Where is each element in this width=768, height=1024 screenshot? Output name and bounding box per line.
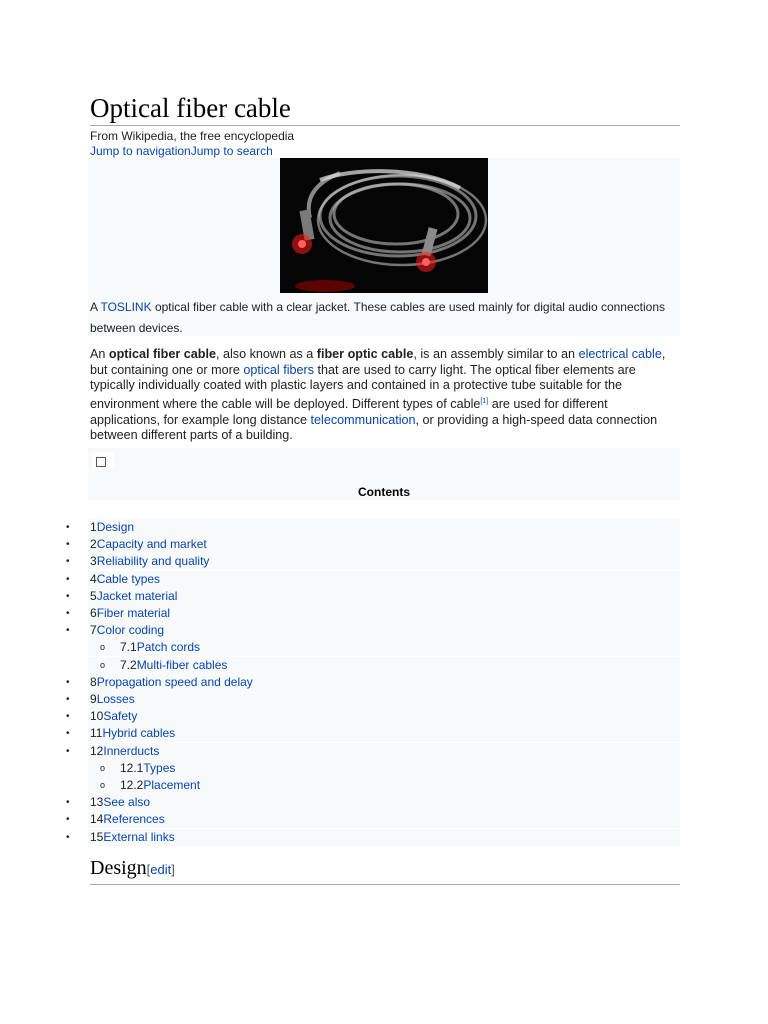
- bullet-icon: •: [66, 608, 70, 619]
- bullet-icon: •: [66, 728, 70, 739]
- toc-number: 7.1: [120, 640, 137, 654]
- citation-ref[interactable]: [1]: [480, 397, 489, 405]
- toc-entry: [90, 708, 137, 725]
- jump-to-search-link[interactable]: Jump to search: [190, 144, 273, 158]
- toc-number: 9: [90, 692, 97, 706]
- toc-link[interactable]: External links: [103, 830, 175, 844]
- toc-link[interactable]: Capacity and market: [96, 537, 207, 551]
- toc-number: 15: [90, 830, 104, 844]
- text-run: , is an assembly similar to an: [413, 347, 579, 361]
- section-heading-text: Design: [90, 857, 147, 879]
- inline-link[interactable]: electrical cable: [578, 347, 662, 361]
- site-tagline: From Wikipedia, the free encyclopedia: [90, 129, 295, 143]
- toc-toggle[interactable]: [92, 452, 114, 470]
- toc-link[interactable]: Jacket material: [96, 589, 178, 603]
- toc-subitem: [88, 760, 680, 777]
- toc-link[interactable]: Design: [96, 520, 135, 534]
- section-heading-design: [90, 856, 680, 885]
- toc-entry: [120, 639, 200, 656]
- text-run: A: [90, 300, 101, 314]
- toc-link[interactable]: References: [103, 812, 165, 826]
- toc-link[interactable]: Reliability and quality: [96, 554, 210, 568]
- toc-number: 1: [90, 520, 97, 534]
- toc-link[interactable]: Safety: [103, 709, 138, 723]
- inline-link[interactable]: optical fibers: [243, 362, 315, 377]
- text-run: are used for different applications, for example long distance: [90, 396, 608, 427]
- bullet-icon: •: [66, 677, 70, 688]
- edit-section: [147, 862, 175, 877]
- text-run: , or providing a high-speed data connection between different parts of a building.: [90, 412, 658, 443]
- edit-bracket-close: ]: [171, 862, 175, 877]
- bullet-icon: •: [66, 539, 70, 550]
- toc-link[interactable]: Color coding: [96, 623, 165, 637]
- toc-number: 4: [90, 572, 97, 586]
- toc-link[interactable]: Losses: [96, 692, 135, 706]
- bullet-icon: •: [66, 522, 70, 533]
- toc-number: 7: [90, 623, 97, 637]
- toc-number: 2: [90, 537, 97, 551]
- checkbox-icon: [96, 457, 106, 467]
- toc-link[interactable]: Multi-fiber cables: [136, 658, 228, 672]
- toc-item: [66, 553, 680, 570]
- toc-item: [66, 829, 680, 846]
- toc-item: [66, 588, 680, 605]
- text-run: , also known as a: [215, 347, 317, 361]
- text-run: An: [90, 347, 109, 361]
- bullet-icon: •: [66, 832, 70, 843]
- figure-caption: [90, 297, 678, 339]
- bullet-icon: •: [66, 694, 70, 705]
- bullet-icon: •: [66, 746, 70, 757]
- toc-number: 11: [90, 726, 103, 740]
- toc-entry: [90, 743, 159, 760]
- toc-number: 12.2: [120, 778, 144, 792]
- toc-number: 5: [90, 589, 97, 603]
- toc-entry: [90, 725, 175, 742]
- toc-header: [88, 448, 680, 500]
- bullet-icon: •: [66, 797, 70, 808]
- jump-links: [90, 144, 273, 158]
- toc-entry: [90, 571, 160, 588]
- toc-number: 8: [90, 675, 97, 689]
- toc-item: [66, 691, 680, 708]
- toc-number: 7.2: [120, 658, 137, 672]
- toc-entry: [90, 605, 170, 622]
- toc-item: [66, 708, 680, 725]
- bullet-icon: •: [66, 591, 70, 602]
- edit-bracket-open: [: [146, 862, 151, 877]
- circle-bullet-icon: o: [100, 763, 106, 773]
- toc-entry: [120, 777, 200, 794]
- toc-item: [66, 571, 680, 588]
- toc-link[interactable]: Hybrid cables: [102, 726, 176, 740]
- toc-link[interactable]: Patch cords: [136, 640, 201, 654]
- bullet-icon: •: [66, 711, 70, 722]
- toc-number: 3: [90, 554, 97, 568]
- toc-number: 6: [90, 606, 97, 620]
- toc-item: [66, 811, 680, 828]
- intro-paragraph: [90, 347, 680, 444]
- circle-bullet-icon: o: [100, 660, 106, 670]
- toc-entry: [90, 553, 209, 570]
- toc-entry: [90, 794, 150, 811]
- toc-link[interactable]: See also: [103, 795, 151, 809]
- toc-entry: [90, 536, 207, 553]
- toc-number: 10: [90, 709, 104, 723]
- toc-entry: [90, 674, 253, 691]
- inline-link[interactable]: telecommunication: [310, 412, 416, 427]
- circle-bullet-icon: o: [100, 780, 106, 790]
- toc-item: [66, 605, 680, 622]
- toc-entry: [90, 588, 177, 605]
- toc-number: 12: [90, 744, 104, 758]
- toc-entry: [120, 657, 227, 674]
- toc-link[interactable]: Types: [143, 761, 176, 775]
- text-run: optical fiber cable with a clear jacket. These cables are used mainly for digital audio connections between devices.: [90, 300, 666, 335]
- toc-link[interactable]: Fiber material: [96, 606, 171, 620]
- bold-term: fiber optic cable: [316, 347, 414, 361]
- toc-entry: [90, 691, 135, 708]
- toc-entry: [90, 622, 164, 639]
- edit-section-link[interactable]: edit: [150, 862, 172, 877]
- toc-link[interactable]: Innerducts: [103, 744, 160, 758]
- fiber-cable-illustration: [280, 158, 488, 293]
- toc-item: [66, 622, 680, 639]
- toc-link[interactable]: Propagation speed and delay: [96, 675, 253, 689]
- page-title: Optical fiber cable: [90, 92, 680, 126]
- toc-title: Contents: [358, 485, 410, 499]
- toc-subitem: [88, 657, 680, 674]
- toc-item: [66, 725, 680, 742]
- fiber-cable-photo[interactable]: [280, 158, 488, 293]
- figure-box: [88, 158, 680, 336]
- toc-link[interactable]: Placement: [143, 778, 201, 792]
- toc-item: [66, 536, 680, 553]
- jump-to-navigation-link[interactable]: Jump to navigation: [90, 144, 191, 158]
- toc-number: 12.1: [120, 761, 144, 775]
- toc-item: [66, 519, 680, 536]
- toc-item: [66, 794, 680, 811]
- bullet-icon: •: [66, 814, 70, 825]
- toc-subitem: [88, 777, 680, 794]
- text-run: , but containing one or more: [90, 347, 666, 377]
- toc-entry: [90, 519, 134, 536]
- text-run: that are used to carry light. The optical fiber elements are typically individually coated with plastic layers and contained in a protective tube suitable for the environment where the cable will be deployed. Different types of cable: [90, 362, 636, 411]
- toc-number: 14: [90, 812, 104, 826]
- toc-subitem: [88, 639, 680, 656]
- toc-entry: [120, 760, 175, 777]
- bullet-icon: •: [66, 556, 70, 567]
- toc-number: 13: [90, 795, 104, 809]
- toc-link[interactable]: Cable types: [96, 572, 161, 586]
- inline-link[interactable]: TOSLINK: [100, 300, 152, 314]
- toc-entry: [90, 829, 175, 846]
- bullet-icon: •: [66, 625, 70, 636]
- toc-entry: [90, 811, 165, 828]
- bullet-icon: •: [66, 574, 70, 585]
- toc-item: [66, 674, 680, 691]
- bold-term: optical fiber cable: [108, 347, 216, 361]
- circle-bullet-icon: o: [100, 642, 106, 652]
- toc-item: [66, 743, 680, 760]
